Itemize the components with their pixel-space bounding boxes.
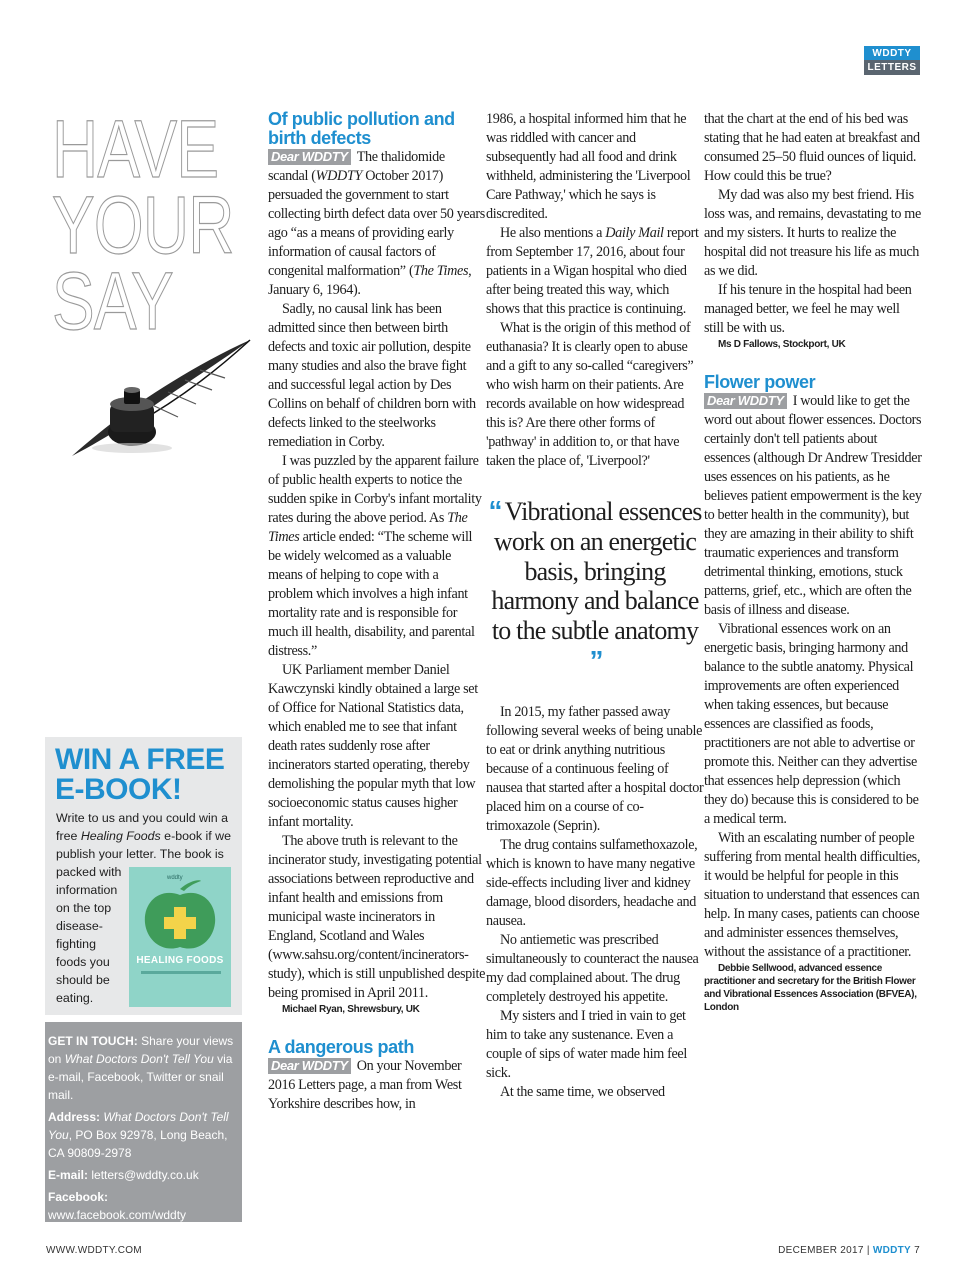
letter-text: , January 6, 1964). [268, 263, 472, 298]
article-column-3 [704, 110, 922, 1014]
letter-paragraph-continued: 1986, a hospital informed him that he was riddled with cancer and subsequently had all food and drink withheld, administering the 'Liverpool Care Pathway,' which he says is discredited. [486, 111, 691, 222]
contact-facebook-link[interactable]: www.facebook.com/wddty [48, 1208, 187, 1222]
letter-text-italic: WDDTY [315, 168, 363, 184]
contact-facebook-label: Facebook: [48, 1190, 109, 1204]
contact-address-name: What Doctors Don't Tell You [48, 1110, 229, 1142]
letter-paragraph: Vibrational essences work on an energetic basis, bringing harmony and balance to the subtle anatomy. Physical improvements are often experienced when taking essences, but because essences are classified as foods, practitioners are not able to advertise or promote this. Neither can they advertise that essences help depression (which they do) because this is considered to be a medical term. [704, 621, 919, 827]
promo-line: disease- [56, 919, 103, 933]
letter-text: On your November 2016 Letters page, a man from West Yorkshire describes how, in [268, 1058, 462, 1112]
letter-text: He also mentions a [500, 225, 603, 241]
contact-address-text: , PO Box 92978, Long Beach, CA 90809-2978 [48, 1128, 228, 1160]
promo-line: eating. [56, 991, 94, 1005]
letter-divider [704, 351, 922, 373]
letter-paragraph-continued: that the chart at the end of his bed was stating that he had eaten at breakfast and consumed 25–50 fluid ounces of liquid. How could this be true? [704, 111, 920, 184]
letter-paragraph: The drug contains sulfamethoxazole, which is known to have many negative side-effects including liver and kidney damage, blood disorders, headache and nausea. [486, 837, 698, 929]
page-title-line: YOUR [52, 180, 234, 271]
contact-box [45, 1022, 242, 1244]
letter-paragraph [486, 224, 704, 319]
contact-lead-text: Share your views on [48, 1034, 234, 1066]
article-column-1 [268, 110, 486, 1114]
letter-paragraph: The above truth is relevant to the incinerator study, investigating potential associations between reproductive and infant health and emissions from municipal waste incinerators in England, Scotland and Wales (www.sahsu.org/content/incinerators-study), which is still unpublished despite being promised in April 2011. [268, 833, 486, 1001]
contact-twitter [48, 1228, 239, 1246]
letter-heading: Of public pollution and birth defects [268, 109, 455, 148]
letter-signature: Debbie Sellwood, advanced essence practitioner and secretary for the British Flower and Vibrational Essences Association (BFVEA), London [704, 963, 917, 1013]
book-cover-brand: wddty [167, 875, 183, 881]
win-ebook-promo [45, 737, 242, 1015]
pull-quote-text: Vibrational essences work on an energetic basis, bringing harmony and balance to the subtle anatomy [491, 497, 702, 645]
page-title-line: SAY [52, 256, 173, 347]
contact-email-label: E-mail: [48, 1168, 89, 1182]
footer-brand: WDDTY [872, 1245, 912, 1256]
promo-line: on the top [56, 901, 112, 915]
letter-paragraph [268, 148, 486, 300]
letter-heading: Flower power [704, 372, 816, 392]
letter-text: October 2017) persuaded the government to start collecting birth defect data over 50 years ago “as a means of providing early information of causal factors of congenital malformation” ( [268, 168, 485, 279]
letter-paragraph: In 2015, my father passed away following several weeks of being unable to eat or drink anything nutritious because of a continuous feeling of nausea that started after a hospital doctor placed him on a course of co-trimoxazole (Seprin). [486, 704, 704, 834]
promo-title [55, 745, 245, 805]
letter-paragraph: My dad was also my best friend. His loss was, and remains, devastating to me and my sisters. It hurts to realize the hospital did not treasure his life as much as we did. [704, 187, 921, 279]
promo-line: fighting [56, 937, 96, 951]
promo-text-start: Write to us and you could win a free [56, 811, 228, 843]
contact-address-label: Address: [48, 1110, 101, 1124]
letter-paragraph: If his tenure in the hospital had been managed better, we feel he may well still be with us. [704, 282, 912, 336]
promo-title-line: WIN A FREE [55, 743, 225, 776]
letter-paragraph: With an escalating number of people suffering from mental health difficulties, it would be helpful for people in this situation to understand that essences can help. In many cases, patients can choose and administer essences themselves, without the assistance of a practitioner. [704, 830, 921, 960]
contact-email [48, 1166, 239, 1184]
letter-text: article ended: “The scheme will be widely welcomed as a valuable means of helping to cope with a problem which involves a high infant mortality rate and is responsible for much ill health, disability, and parental distress.” [268, 529, 475, 659]
contact-lead-label: GET IN TOUCH: [48, 1034, 138, 1048]
book-cover-rule [141, 971, 221, 974]
promo-line: information [56, 883, 118, 897]
letter-paragraph: What is the origin of this method of euthanasia? It is clearly open to abuse and a gift to any so-called “caregivers” who wish harm on their patients. Are records available on how widespread this is? Are there other forms of 'pathway' in addition to, or that have taken the place of, 'Liverpool?' [486, 320, 694, 469]
book-cover-title: HEALING FOODS [136, 955, 224, 966]
promo-line: should be [56, 973, 110, 987]
book-cover[interactable] [129, 867, 231, 1007]
contact-twitter-label: Twitter: [48, 1230, 91, 1244]
contact-lead-title: What Doctors Don't Tell You [64, 1052, 214, 1066]
letter-text: I was puzzled by the apparent failure of public health experts to notice the sudden spike in Corby's infant mortality rates during the above period. As [268, 453, 482, 526]
letter-paragraph: At the same time, we observed [500, 1084, 665, 1100]
letter-divider [268, 1016, 486, 1038]
section-tag-label: LETTERS [864, 60, 920, 75]
letter-paragraph [268, 1057, 486, 1114]
dear-wddty-badge: Dear WDDTY [268, 1058, 351, 1074]
contact-lead [48, 1032, 239, 1104]
pull-quote [486, 495, 704, 677]
footer-website[interactable]: WWW.WDDTY.COM [46, 1245, 142, 1256]
letter-paragraph: My sisters and I tried in vain to get him to take any sustenance. Even a couple of sips of water made him feel sick. [486, 1008, 687, 1081]
section-tag [864, 46, 920, 75]
contact-address [48, 1108, 239, 1162]
contact-facebook [48, 1188, 239, 1224]
promo-book-name: Healing Foods [80, 829, 161, 843]
page-title-line: HAVE [52, 104, 219, 195]
quill-and-inkwell-illustration [50, 332, 260, 462]
letter-paragraph: No antiemetic was prescribed simultaneously to counteract the nausea my dad complained about. The drug completely destroyed his appetite. [486, 932, 699, 1005]
close-quote-icon: ” [589, 645, 601, 676]
footer-page-info [778, 1245, 920, 1256]
quill-feather-icon [72, 340, 250, 456]
letter-text-italic: The Times [268, 510, 468, 545]
page-number: 7 [914, 1245, 920, 1256]
letter-text: I would like to get the word out about flower essences. Doctors certainly don't tell patients about essences (although Dr Andrew Tresidder uses essences on his patients, as he believes patient empowerment is the key to better health in the community), but they are amazing in their ability to shift traumatic experiences and transform detrimental thinking, emotions, stuck patterns, grief, etc., which are often the basis of illness and disease. [704, 393, 922, 618]
contact-email-link[interactable]: letters@wddty.co.uk [91, 1168, 199, 1182]
page-title [52, 104, 234, 347]
letter-paragraph: UK Parliament member Daniel Kawczynski kindly obtained a large set of Office for National Statistics data, which enabled me to see that infant death rates suddenly rose after incinerators started operating, thereby demolishing the popular myth that low socioeconomic status causes higher infant mortality. [268, 662, 478, 830]
contact-twitter-link[interactable]: www.twitter.com/wddty [93, 1230, 215, 1244]
article-column-2 [486, 110, 704, 1102]
apple-cross-icon [129, 867, 231, 957]
dear-wddty-badge: Dear WDDTY [268, 149, 351, 165]
contact-lead-text-end: via e-mail, Facebook, Twitter or snail mail. [48, 1052, 233, 1102]
letter-text: report from September 17, 2016, about four patients in a Wigan hospital who died after being treated this way, which shows that this practice is continuing. [486, 225, 699, 317]
letter-text-italic: Daily Mail [605, 225, 664, 241]
promo-title-line: E-BOOK! [55, 773, 182, 806]
footer-issue: DECEMBER 2017 [778, 1245, 864, 1256]
promo-text-middle: e-book if we publish your letter. The book is [56, 829, 231, 861]
promo-line: foods you [56, 955, 110, 969]
promo-line: packed with [56, 865, 122, 879]
letter-text: The thalidomide scandal ( [268, 149, 445, 184]
letter-text-italic: The Times [413, 263, 469, 279]
footer-separator: | [866, 1245, 870, 1256]
dear-wddty-badge: Dear WDDTY [704, 393, 787, 409]
letter-paragraph [268, 452, 486, 661]
open-quote-icon: “ [488, 495, 500, 526]
section-tag-brand: WDDTY [864, 46, 920, 60]
letter-paragraph: Sadly, no causal link has been admitted since then between birth defects and toxic air pollution, despite many studies and also the brave fight and successful legal action by Des Collins on behalf of children born with defects linked to the steelworks remediation in Corby. [268, 301, 476, 450]
letter-heading: A dangerous path [268, 1037, 414, 1057]
letter-signature: Michael Ryan, Shrewsbury, UK [282, 1004, 420, 1015]
letter-signature: Ms D Fallows, Stockport, UK [718, 339, 846, 350]
letter-paragraph [704, 392, 922, 620]
